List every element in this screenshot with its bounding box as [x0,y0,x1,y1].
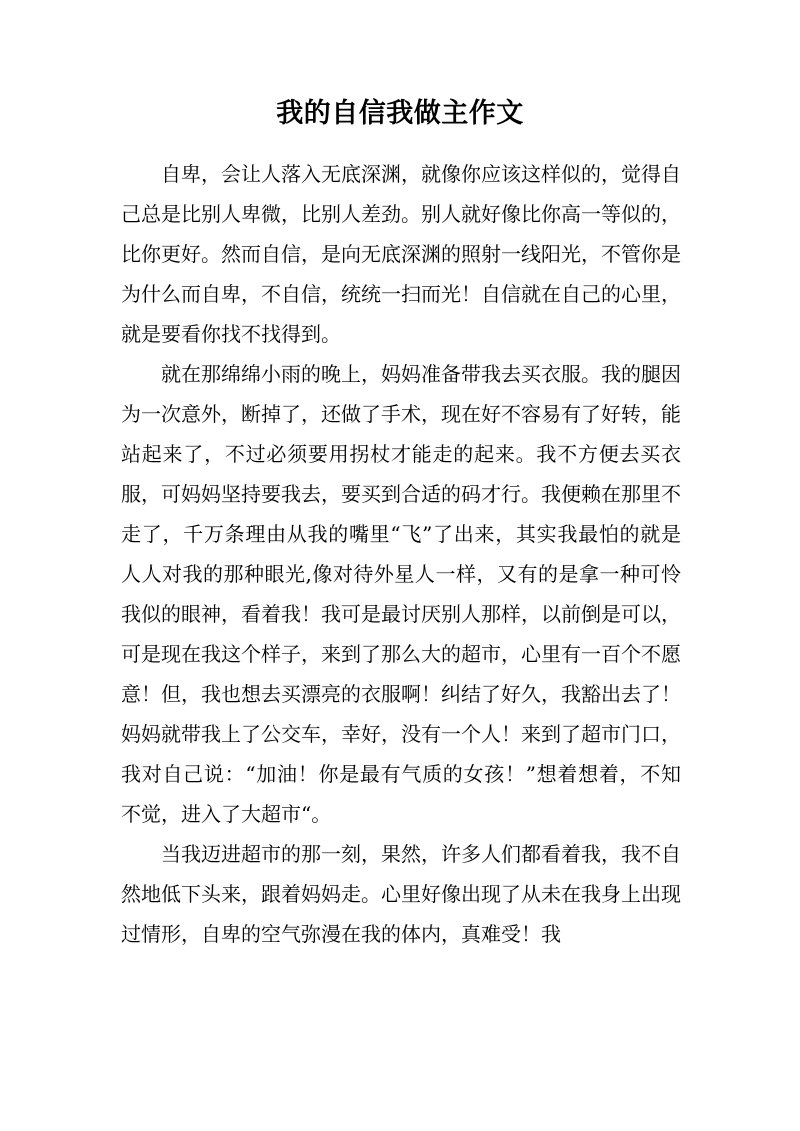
document-body [121,154,681,954]
paragraph-2: 就在那绵绵小雨的晚上，妈妈准备带我去买衣服。我的腿因为一次意外，断掉了，还做了手术，现在好不容易有了好转，能站起来了，不过必须要用拐杖才能走的起来。我不方便去买衣服，可妈妈坚持要我去，要买到合适的码才行。我便赖在那里不走了，千万条理由从我的嘴里“飞”了出来，其实我最怕的就是人人对我的那种眼光,像对待外星人一样，又有的是拿一种可怜我似的眼神，看着我！我可是最讨厌别人那样，以前倒是可以，可是现在我这个样子，来到了那么大的超市，心里有一百个不愿意！但，我也想去买漂亮的衣服啊！纠结了好久，我豁出去了！妈妈就带我上了公交车，幸好，没有一个人！来到了超市门口，我对自己说：“加油！你是最有气质的女孩！”想着想着，不知不觉，进入了大超市“。 [121,362,681,826]
paragraph-3: 当我迈进超市的那一刻，果然，许多人们都看着我，我不自然地低下头来，跟着妈妈走。心里好像出现了从未在我身上出现过情形，自卑的空气弥漫在我的体内，真难受！我 [121,842,681,946]
document-title: 我的自信我做主作文 [276,98,524,129]
paragraph-1: 自卑，会让人落入无底深渊，就像你应该这样似的，觉得自己总是比别人卑微，比别人差劲。别人就好像比你高一等似的，比你更好。然而自信，是向无底深渊的照射一线阳光，不管你是为什么而自卑，不自信，统统一扫而光！自信就在自己的心里，就是要看你找不找得到。 [121,162,681,346]
